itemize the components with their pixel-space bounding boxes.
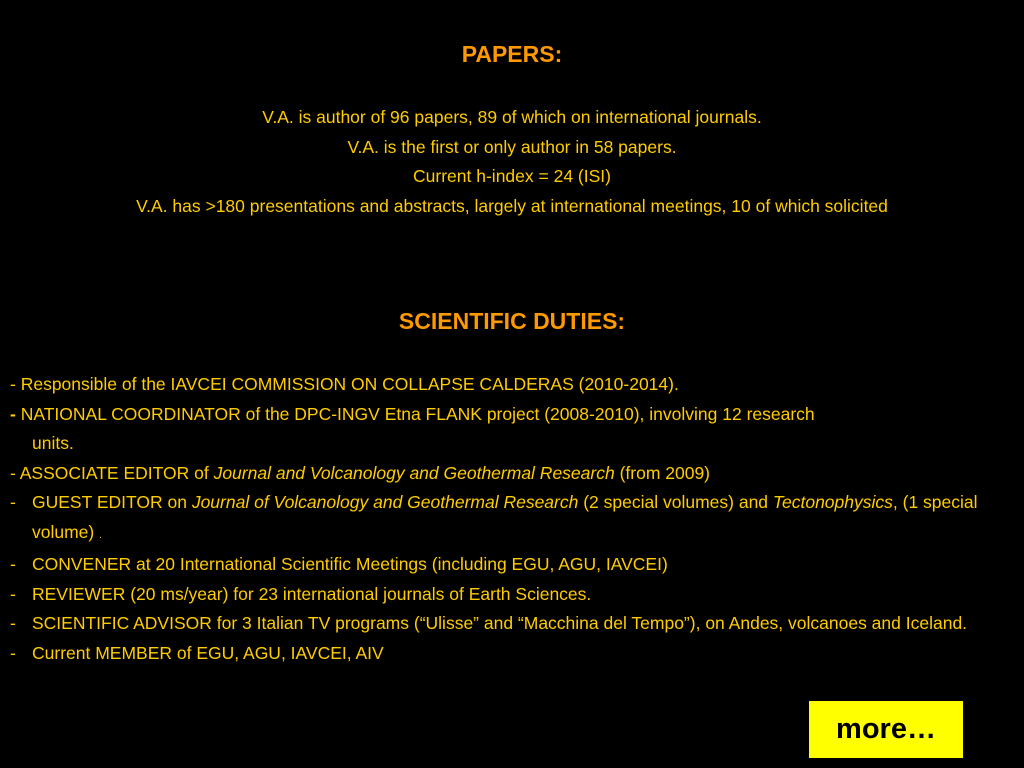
duty-text: NATIONAL COORDINATOR of the DPC-INGV Etna FLANK project (2008-2010), involving 12 research xyxy=(20,403,815,424)
duty-text: SCIENTIFIC ADVISOR for 3 Italian TV programs (“Ulisse” and “Macchina del Tempo”), on Andes, volcanoes and Iceland. xyxy=(32,613,968,633)
duty-continuation: units. xyxy=(32,433,74,453)
papers-list xyxy=(0,103,1024,221)
journal-title: Journal and Volcanology and Geothermal Research xyxy=(213,462,615,483)
duty-text: (2 special volumes) and xyxy=(578,492,773,512)
duty-text: (from 2009) xyxy=(614,462,711,483)
duty-text: . xyxy=(99,529,102,541)
duty-text: , (1 special volume) xyxy=(32,492,978,542)
duty-prefix: - xyxy=(10,462,20,483)
journal-title: Journal of Volcanology and Geothermal Research xyxy=(191,492,579,512)
duty-item xyxy=(10,609,1014,639)
dash-marker: - xyxy=(10,492,16,512)
duty-text: CONVENER at 20 International Scientific Meetings (including EGU, AGU, IAVCEI) xyxy=(32,554,668,574)
duty-text: GUEST EDITOR on xyxy=(32,492,192,512)
papers-line: V.A. is the first or only author in 58 papers. xyxy=(347,136,677,157)
papers-line: Current h-index = 24 (ISI) xyxy=(413,166,611,186)
duty-item xyxy=(10,400,1014,459)
dash-marker: - xyxy=(10,583,16,604)
duty-text: REVIEWER (20 ms/year) for 23 international journals of Earth Sciences. xyxy=(32,583,592,604)
duty-item xyxy=(10,459,1014,489)
duty-prefix: - xyxy=(10,374,21,394)
duty-item xyxy=(10,370,1014,400)
journal-title: Tectonophysics xyxy=(772,492,893,512)
duty-item xyxy=(10,550,1014,580)
duty-item xyxy=(10,488,1014,550)
duty-text: Current MEMBER of EGU, AGU, IAVCEI, AIV xyxy=(32,642,384,663)
papers-line: V.A. is author of 96 papers, 89 of which on international journals. xyxy=(262,107,762,127)
more-button[interactable]: more… xyxy=(809,701,963,758)
duties-list xyxy=(10,370,1014,668)
duty-item xyxy=(10,639,1014,669)
dash-marker: - xyxy=(10,554,16,574)
dash-marker: - xyxy=(10,642,16,663)
papers-line: V.A. has >180 presentations and abstracts, largely at international meetings, 10 of which solicited xyxy=(136,195,888,216)
dash-marker: - xyxy=(10,613,16,633)
duty-item xyxy=(10,580,1014,610)
duty-text: ASSOCIATE EDITOR of xyxy=(19,462,214,483)
duty-prefix: - xyxy=(10,403,21,424)
scientific-duties-heading: SCIENTIFIC DUTIES: xyxy=(398,308,626,334)
duty-text: Responsible of the IAVCEI COMMISSION ON COLLAPSE CALDERAS (2010-2014). xyxy=(20,374,679,394)
papers-heading: PAPERS: xyxy=(461,41,563,67)
